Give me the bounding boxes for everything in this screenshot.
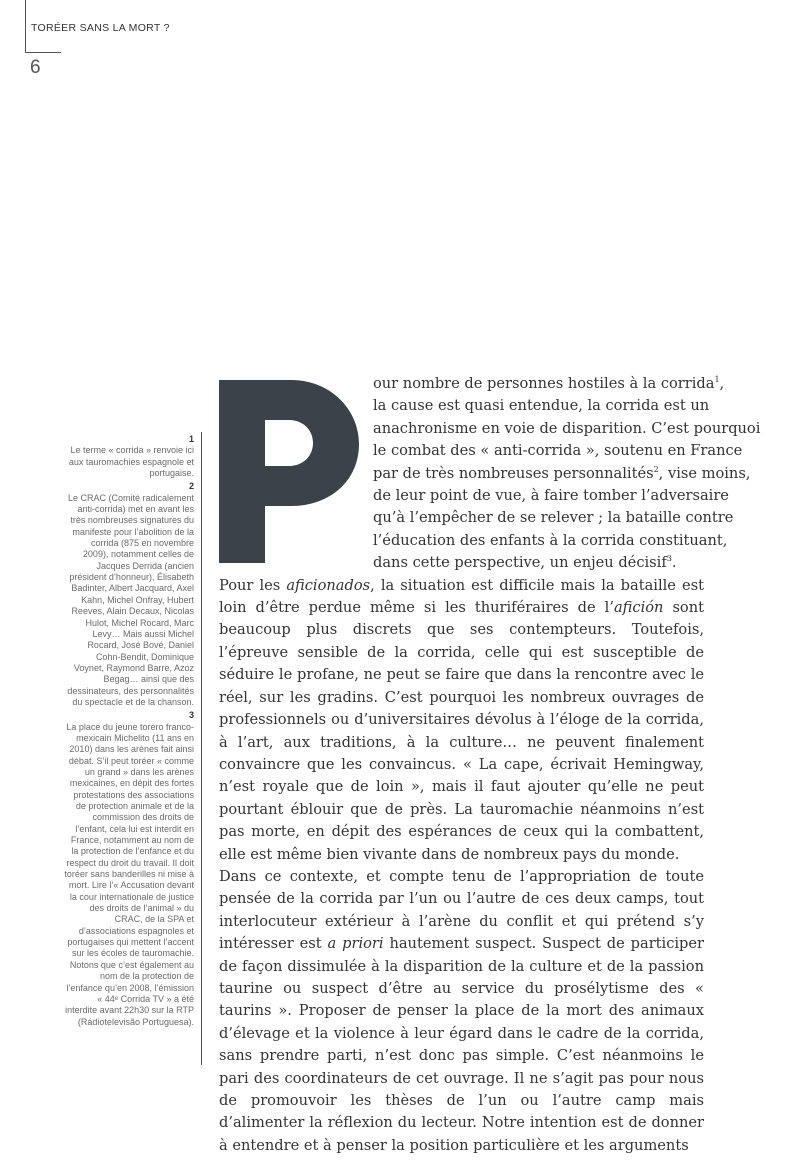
page-number: 6 <box>30 57 41 78</box>
opening-paragraph <box>219 373 761 575</box>
footnote-number: 3 <box>188 710 194 721</box>
running-head: TORÉER SANS LA MORT ? <box>31 22 170 34</box>
footnote-text: Le terme « corrida » renvoie ici aux tauromachies espagnole et portugaise. <box>68 445 194 479</box>
footnote-ref: 2 <box>653 464 659 474</box>
text-line: la cause est quasi entendue, la corrida est un <box>373 397 710 415</box>
footnote-text: Le CRAC (Comité radicalement anti-corrida) met en avant les très nombreuses signatures du manifeste pour l’abolition de la corrida (875 en novembre 2009), notamment celles de Jacques Derrida (ancien président d’honneur), Élisabeth Badinter, Albert Jacquard, Axel Kahn, Michel Onfray, Hubert Reeves, Alain Decaux, Nicolas Hulot, Michel Rocard, Marc Levy… Mais aussi Michel Rocard, José Bové, Daniel Cohn-Bendit, Dominique Voynet, Raymond Barre, Azoz Begag… ainsi que des dessinateurs, des personnalités du spectacle et de la chanson. <box>67 492 194 707</box>
text-line: l’éducation des enfants à la corrida constituant, <box>373 531 728 549</box>
footnotes-column <box>64 432 194 1028</box>
text-line: qu’à l’empêcher de se relever ; la bataille contre <box>373 509 734 527</box>
paragraph-aficionados: Pour les aficionados, la situation est difficile mais la bataille est loin d’être perdue même si les thuriféraires de l’afición sont beaucoup plus discrets que ses contempteurs. Toutefois, l’épreuve sensible de la corrida, celle qui est susceptible de séduire le profane, ne peut se faire que dans la rencontre avec le réel, sur les gradins. C’est pourquoi les nombreux ouvrages de professionnels ou d’universitaires dévolus à l’éloge de la corrida, à l’art, aux traditions, à la culture… ne peuvent finalement convaincre que les convaincus. « La cape, écrivait Hemingway, n’est royale que de loin », mais il faut ajouter qu’elle ne peut pourtant éblouir que de près. La tauromachie néanmoins n’est pas morte, en dépit des espérances de ceux qui la combattent, elle est même bien vivante dans de nombreux pays du monde. <box>219 576 704 863</box>
header-vertical-rule <box>25 0 26 52</box>
text-line: anachronisme en voie de disparition. C’est pourquoi <box>373 419 761 437</box>
text-line: dans cette perspective, un enjeu décisif$^3$. <box>373 554 677 572</box>
text-line: par de très nombreuses personnalités$^2$, vise moins, <box>373 464 751 482</box>
footnote-number: 1 <box>188 434 194 444</box>
text-line: le combat des « anti-corrida », soutenu en France <box>373 442 743 460</box>
footnote-text: La place du jeune torero franco-mexicain Michelito (11 ans en 2010) dans les arènes fait ainsi débat. S’il peut toréer « comme un grand » dans les arènes mexicaines, en dépit des fortes protestations des associations de protection animale et de la commission des droits de l’enfant, cela lui est interdit en France, notamment au nom de la protection de l’enfance et du respect du droit du travail. Il doit toréer sans banderilles ni mise à mort. Lire l’« Accusation devant la cour internationale de justice des droits de l’animal » du CRAC, de la SPA et d’associations espagnoles et portugaises qui mettent l’accent sur les écoles de tauromachie. Notons que c’est également au nom de la protection de l’enfance qu’en 2008, l’émission « 44ᵉ Corrida TV » a été interdite avant 22h30 sur la RTP (Rádiotelevisão Portuguesa). <box>64 721 194 1027</box>
text-line: de leur point de vue, à faire tomber l’adversaire <box>373 487 729 505</box>
header-horizontal-rule <box>25 52 61 53</box>
text-line: our nombre de personnes hostiles à la corrida$^1$, <box>373 375 725 392</box>
paragraph-context: Dans ce contexte, et compte tenu de l’appropriation de toute pensée de la corrida par l’un ou l’autre de ces deux camps, tout interlocuteur extérieur à l’arène du conflit et qui prétend s’y intéresser est a priori hautement suspect. Suspect de participer de façon dissimulée à la disparition de la culture et de la passion taurine ou suspect d’être au service du prosélytisme des « taurins ». Proposer de penser la place de la mort des animaux d’élevage et la violence à leur égard dans le cadre de la corrida, sans prendre parti, n’est donc pas simple. C’est néanmoins le pari des coordinateurs de cet ouvrage. Il ne s’agit pas pour nous de promouvoir les thèses de l’un ou l’autre camp mais d’alimenter la réflexion du lecteur. Notre intention est de donner à entendre et à penser la position particulière et les arguments <box>219 867 704 1154</box>
footnote-ref: 1 <box>714 375 720 385</box>
footnote-ref: 3 <box>666 554 672 564</box>
footnotes-rule <box>201 432 202 1065</box>
body-text <box>219 373 761 1157</box>
footnote-number: 2 <box>188 481 194 492</box>
